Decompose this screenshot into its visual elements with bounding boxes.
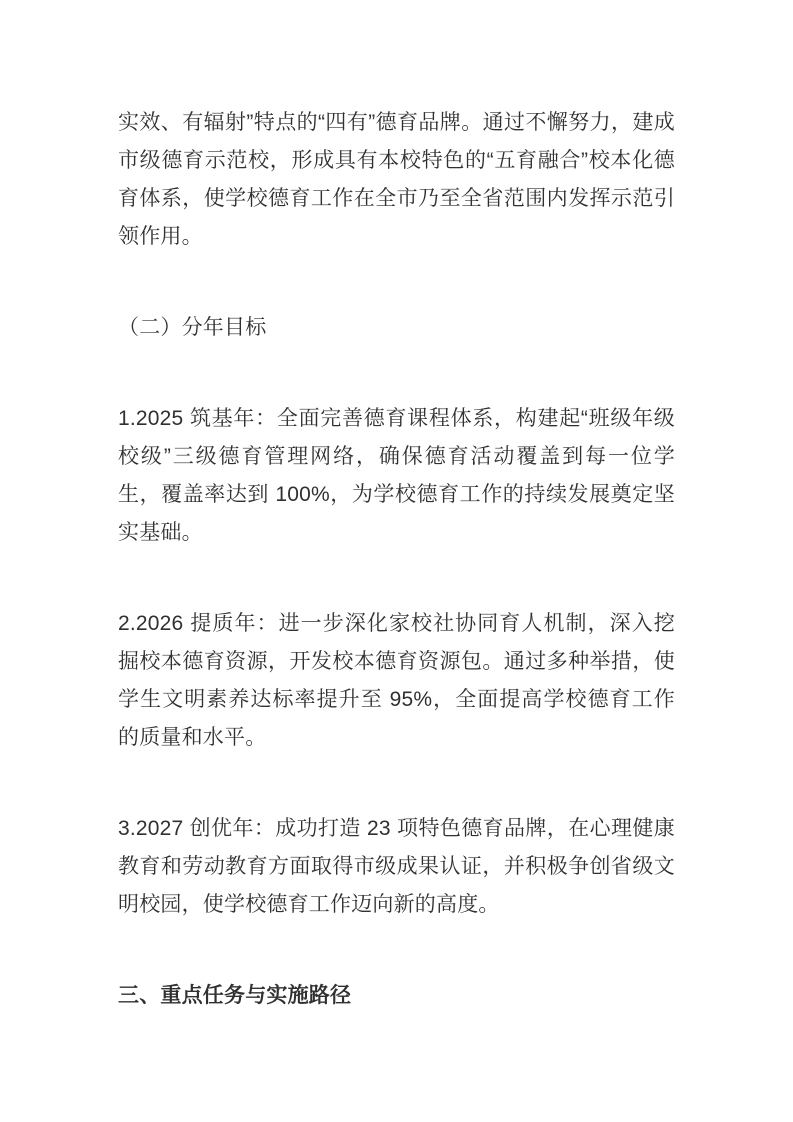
subheading-yearly-goals: （二）分年目标 <box>118 316 267 339</box>
body-paragraph-2027-excellence-year: 3.2027 创优年：成功打造 23 项特色德育品牌，在心理健康教育和劳动教育方面取得市级成果认证，并积极争创省级文明校园，使学校德育工作迈向新的高度。 <box>118 817 675 916</box>
body-paragraph-2026-quality-year: 2.2026 提质年：进一步深化家校社协同育人机制，深入挖掘校本德育资源，开发校本德育资源包。通过多种举措，使学生文明素养达标率提升至 95%，全面提高学校德育工作的质量和水平。 <box>118 612 675 749</box>
body-paragraph-2025-foundation-year: 1.2025 筑基年：全面完善德育课程体系，构建起“班级年级校级”三级德育管理网络，确保德育活动覆盖到每一位学生，覆盖率达到 100%，为学校德育工作的持续发展奠定坚实基础。 <box>118 407 675 544</box>
heading-key-tasks-implementation-path: 三、重点任务与实施路径 <box>118 984 352 1007</box>
body-paragraph-overall-goal-continuation: 实效、有辐射”特点的“四有”德育品牌。通过不懈努力，建成市级德育示范校，形成具有本校特色的“五育融合”校本化德育体系，使学校德育工作在全市乃至全省范围内发挥示范引领作用。 <box>118 111 675 248</box>
